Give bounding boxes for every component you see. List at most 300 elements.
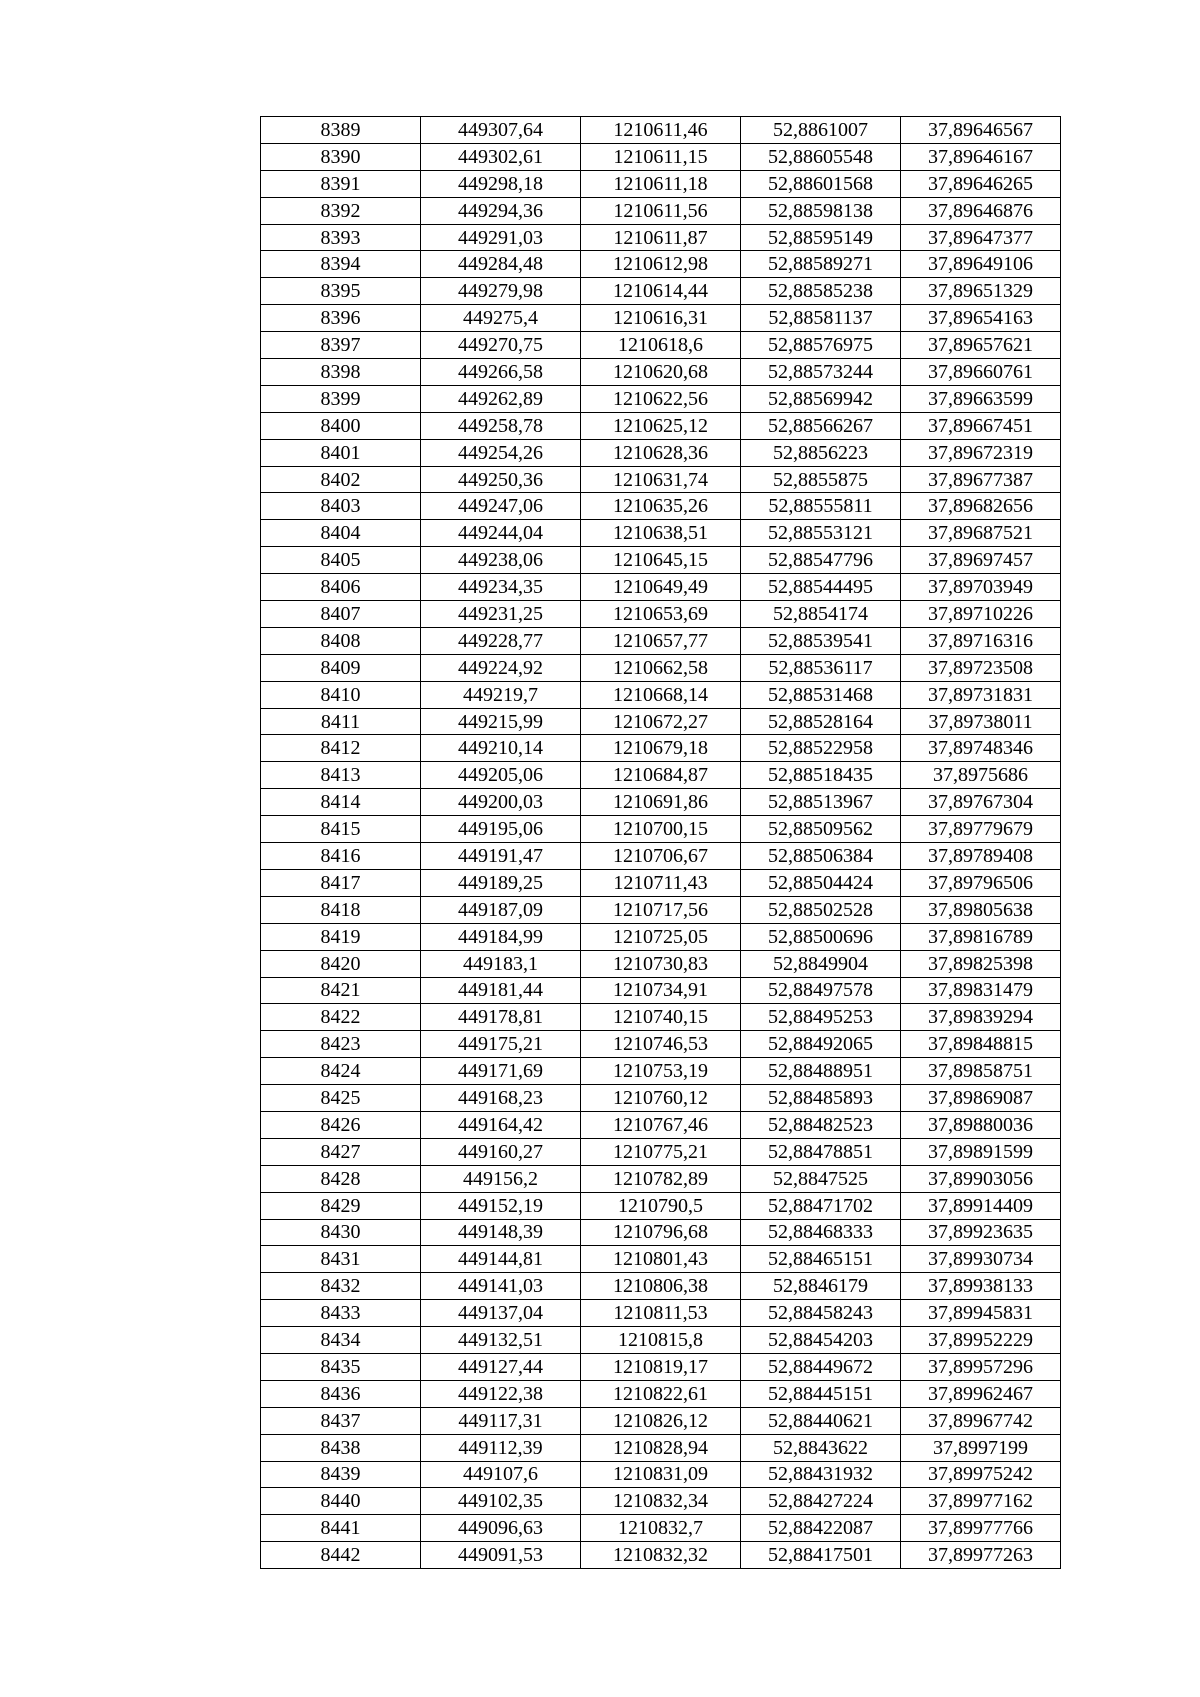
point-number-cell: 8434 [261, 1327, 421, 1354]
point-number-cell: 8396 [261, 305, 421, 332]
table-row [261, 1461, 1061, 1488]
longitude-cell: 37,89930734 [901, 1246, 1061, 1273]
table-row [261, 197, 1061, 224]
longitude-cell: 37,89651329 [901, 278, 1061, 305]
table-row [261, 1488, 1061, 1515]
latitude-cell: 52,88488951 [741, 1058, 901, 1085]
point-number-cell: 8394 [261, 251, 421, 278]
x-coordinate-cell: 449107,6 [421, 1461, 581, 1488]
x-coordinate-cell: 449275,4 [421, 305, 581, 332]
point-number-cell: 8399 [261, 385, 421, 412]
longitude-cell: 37,89957296 [901, 1353, 1061, 1380]
longitude-cell: 37,89831479 [901, 977, 1061, 1004]
table-row [261, 708, 1061, 735]
x-coordinate-cell: 449160,27 [421, 1138, 581, 1165]
table-row [261, 305, 1061, 332]
longitude-cell: 37,89660761 [901, 359, 1061, 386]
longitude-cell: 37,89738011 [901, 708, 1061, 735]
y-coordinate-cell: 1210725,05 [581, 923, 741, 950]
longitude-cell: 37,89748346 [901, 735, 1061, 762]
latitude-cell: 52,88569942 [741, 385, 901, 412]
latitude-cell: 52,8861007 [741, 117, 901, 144]
table-row [261, 923, 1061, 950]
x-coordinate-cell: 449228,77 [421, 627, 581, 654]
longitude-cell: 37,89789408 [901, 843, 1061, 870]
table-row [261, 789, 1061, 816]
latitude-cell: 52,88573244 [741, 359, 901, 386]
longitude-cell: 37,8975686 [901, 762, 1061, 789]
y-coordinate-cell: 1210815,8 [581, 1327, 741, 1354]
table-row [261, 627, 1061, 654]
latitude-cell: 52,88528164 [741, 708, 901, 735]
latitude-cell: 52,88431932 [741, 1461, 901, 1488]
latitude-cell: 52,88553121 [741, 520, 901, 547]
x-coordinate-cell: 449219,7 [421, 681, 581, 708]
latitude-cell: 52,88581137 [741, 305, 901, 332]
table-row [261, 332, 1061, 359]
table-row [261, 1058, 1061, 1085]
table-row [261, 735, 1061, 762]
latitude-cell: 52,88500696 [741, 923, 901, 950]
point-number-cell: 8414 [261, 789, 421, 816]
latitude-cell: 52,8843622 [741, 1434, 901, 1461]
point-number-cell: 8407 [261, 601, 421, 628]
y-coordinate-cell: 1210679,18 [581, 735, 741, 762]
latitude-cell: 52,88605548 [741, 143, 901, 170]
longitude-cell: 37,89646876 [901, 197, 1061, 224]
x-coordinate-cell: 449187,09 [421, 896, 581, 923]
y-coordinate-cell: 1210611,46 [581, 117, 741, 144]
longitude-cell: 37,89710226 [901, 601, 1061, 628]
point-number-cell: 8403 [261, 493, 421, 520]
y-coordinate-cell: 1210653,69 [581, 601, 741, 628]
table-row [261, 896, 1061, 923]
x-coordinate-cell: 449266,58 [421, 359, 581, 386]
y-coordinate-cell: 1210628,36 [581, 439, 741, 466]
y-coordinate-cell: 1210826,12 [581, 1407, 741, 1434]
point-number-cell: 8408 [261, 627, 421, 654]
table-row [261, 547, 1061, 574]
point-number-cell: 8442 [261, 1542, 421, 1569]
x-coordinate-cell: 449200,03 [421, 789, 581, 816]
longitude-cell: 37,89962467 [901, 1380, 1061, 1407]
y-coordinate-cell: 1210649,49 [581, 574, 741, 601]
longitude-cell: 37,89977766 [901, 1515, 1061, 1542]
x-coordinate-cell: 449294,36 [421, 197, 581, 224]
y-coordinate-cell: 1210711,43 [581, 869, 741, 896]
longitude-cell: 37,89682656 [901, 493, 1061, 520]
point-number-cell: 8395 [261, 278, 421, 305]
x-coordinate-cell: 449244,04 [421, 520, 581, 547]
latitude-cell: 52,88585238 [741, 278, 901, 305]
x-coordinate-cell: 449144,81 [421, 1246, 581, 1273]
y-coordinate-cell: 1210806,38 [581, 1273, 741, 1300]
table-row [261, 1273, 1061, 1300]
y-coordinate-cell: 1210801,43 [581, 1246, 741, 1273]
table-row [261, 412, 1061, 439]
latitude-cell: 52,88497578 [741, 977, 901, 1004]
table-row [261, 1542, 1061, 1569]
latitude-cell: 52,8847525 [741, 1165, 901, 1192]
latitude-cell: 52,88502528 [741, 896, 901, 923]
table-row [261, 843, 1061, 870]
table-row [261, 1434, 1061, 1461]
longitude-cell: 37,89703949 [901, 574, 1061, 601]
y-coordinate-cell: 1210717,56 [581, 896, 741, 923]
table-row [261, 1327, 1061, 1354]
table-row [261, 1004, 1061, 1031]
longitude-cell: 37,89848815 [901, 1031, 1061, 1058]
latitude-cell: 52,88544495 [741, 574, 901, 601]
table-row [261, 439, 1061, 466]
point-number-cell: 8439 [261, 1461, 421, 1488]
point-number-cell: 8410 [261, 681, 421, 708]
longitude-cell: 37,89952229 [901, 1327, 1061, 1354]
longitude-cell: 37,89663599 [901, 385, 1061, 412]
x-coordinate-cell: 449156,2 [421, 1165, 581, 1192]
x-coordinate-cell: 449112,39 [421, 1434, 581, 1461]
y-coordinate-cell: 1210614,44 [581, 278, 741, 305]
table-row [261, 1219, 1061, 1246]
longitude-cell: 37,89977263 [901, 1542, 1061, 1569]
y-coordinate-cell: 1210611,87 [581, 224, 741, 251]
x-coordinate-cell: 449298,18 [421, 170, 581, 197]
point-number-cell: 8437 [261, 1407, 421, 1434]
point-number-cell: 8413 [261, 762, 421, 789]
longitude-cell: 37,89967742 [901, 1407, 1061, 1434]
x-coordinate-cell: 449191,47 [421, 843, 581, 870]
longitude-cell: 37,89880036 [901, 1111, 1061, 1138]
longitude-cell: 37,89975242 [901, 1461, 1061, 1488]
latitude-cell: 52,88539541 [741, 627, 901, 654]
longitude-cell: 37,89779679 [901, 816, 1061, 843]
table-row [261, 950, 1061, 977]
point-number-cell: 8421 [261, 977, 421, 1004]
latitude-cell: 52,88598138 [741, 197, 901, 224]
latitude-cell: 52,88427224 [741, 1488, 901, 1515]
y-coordinate-cell: 1210790,5 [581, 1192, 741, 1219]
x-coordinate-cell: 449183,1 [421, 950, 581, 977]
y-coordinate-cell: 1210625,12 [581, 412, 741, 439]
point-number-cell: 8417 [261, 869, 421, 896]
table-row [261, 1085, 1061, 1112]
point-number-cell: 8441 [261, 1515, 421, 1542]
y-coordinate-cell: 1210631,74 [581, 466, 741, 493]
x-coordinate-cell: 449250,36 [421, 466, 581, 493]
point-number-cell: 8397 [261, 332, 421, 359]
latitude-cell: 52,88495253 [741, 1004, 901, 1031]
latitude-cell: 52,88509562 [741, 816, 901, 843]
x-coordinate-cell: 449178,81 [421, 1004, 581, 1031]
x-coordinate-cell: 449127,44 [421, 1353, 581, 1380]
y-coordinate-cell: 1210635,26 [581, 493, 741, 520]
latitude-cell: 52,8854174 [741, 601, 901, 628]
x-coordinate-cell: 449137,04 [421, 1300, 581, 1327]
table-row [261, 1138, 1061, 1165]
longitude-cell: 37,89977162 [901, 1488, 1061, 1515]
longitude-cell: 37,89716316 [901, 627, 1061, 654]
point-number-cell: 8409 [261, 654, 421, 681]
coordinates-table [260, 116, 1061, 1569]
longitude-cell: 37,89767304 [901, 789, 1061, 816]
point-number-cell: 8398 [261, 359, 421, 386]
table-row [261, 1246, 1061, 1273]
point-number-cell: 8438 [261, 1434, 421, 1461]
point-number-cell: 8431 [261, 1246, 421, 1273]
y-coordinate-cell: 1210638,51 [581, 520, 741, 547]
x-coordinate-cell: 449102,35 [421, 1488, 581, 1515]
latitude-cell: 52,88465151 [741, 1246, 901, 1273]
point-number-cell: 8420 [261, 950, 421, 977]
latitude-cell: 52,88547796 [741, 547, 901, 574]
longitude-cell: 37,89858751 [901, 1058, 1061, 1085]
table-row [261, 278, 1061, 305]
longitude-cell: 37,89687521 [901, 520, 1061, 547]
latitude-cell: 52,88449672 [741, 1353, 901, 1380]
latitude-cell: 52,88504424 [741, 869, 901, 896]
latitude-cell: 52,88492065 [741, 1031, 901, 1058]
longitude-cell: 37,89667451 [901, 412, 1061, 439]
longitude-cell: 37,89891599 [901, 1138, 1061, 1165]
y-coordinate-cell: 1210684,87 [581, 762, 741, 789]
point-number-cell: 8390 [261, 143, 421, 170]
x-coordinate-cell: 449171,69 [421, 1058, 581, 1085]
point-number-cell: 8427 [261, 1138, 421, 1165]
y-coordinate-cell: 1210740,15 [581, 1004, 741, 1031]
table-row [261, 1192, 1061, 1219]
latitude-cell: 52,8856223 [741, 439, 901, 466]
x-coordinate-cell: 449148,39 [421, 1219, 581, 1246]
point-number-cell: 8401 [261, 439, 421, 466]
y-coordinate-cell: 1210657,77 [581, 627, 741, 654]
y-coordinate-cell: 1210832,7 [581, 1515, 741, 1542]
point-number-cell: 8429 [261, 1192, 421, 1219]
y-coordinate-cell: 1210622,56 [581, 385, 741, 412]
point-number-cell: 8424 [261, 1058, 421, 1085]
point-number-cell: 8391 [261, 170, 421, 197]
y-coordinate-cell: 1210611,15 [581, 143, 741, 170]
x-coordinate-cell: 449184,99 [421, 923, 581, 950]
latitude-cell: 52,88417501 [741, 1542, 901, 1569]
y-coordinate-cell: 1210611,56 [581, 197, 741, 224]
y-coordinate-cell: 1210668,14 [581, 681, 741, 708]
point-number-cell: 8430 [261, 1219, 421, 1246]
latitude-cell: 52,88506384 [741, 843, 901, 870]
latitude-cell: 52,88458243 [741, 1300, 901, 1327]
latitude-cell: 52,88595149 [741, 224, 901, 251]
longitude-cell: 37,89923635 [901, 1219, 1061, 1246]
table-row [261, 251, 1061, 278]
latitude-cell: 52,88482523 [741, 1111, 901, 1138]
table-row [261, 224, 1061, 251]
longitude-cell: 37,89654163 [901, 305, 1061, 332]
longitude-cell: 37,89869087 [901, 1085, 1061, 1112]
y-coordinate-cell: 1210775,21 [581, 1138, 741, 1165]
x-coordinate-cell: 449132,51 [421, 1327, 581, 1354]
longitude-cell: 37,89657621 [901, 332, 1061, 359]
point-number-cell: 8392 [261, 197, 421, 224]
point-number-cell: 8428 [261, 1165, 421, 1192]
table-row [261, 385, 1061, 412]
coordinates-table-body [261, 117, 1061, 1569]
y-coordinate-cell: 1210831,09 [581, 1461, 741, 1488]
table-row [261, 654, 1061, 681]
x-coordinate-cell: 449195,06 [421, 816, 581, 843]
latitude-cell: 52,88518435 [741, 762, 901, 789]
longitude-cell: 37,89723508 [901, 654, 1061, 681]
x-coordinate-cell: 449091,53 [421, 1542, 581, 1569]
latitude-cell: 52,88445151 [741, 1380, 901, 1407]
longitude-cell: 37,89697457 [901, 547, 1061, 574]
y-coordinate-cell: 1210767,46 [581, 1111, 741, 1138]
y-coordinate-cell: 1210782,89 [581, 1165, 741, 1192]
table-row [261, 520, 1061, 547]
point-number-cell: 8435 [261, 1353, 421, 1380]
x-coordinate-cell: 449262,89 [421, 385, 581, 412]
y-coordinate-cell: 1210760,12 [581, 1085, 741, 1112]
x-coordinate-cell: 449122,38 [421, 1380, 581, 1407]
y-coordinate-cell: 1210706,67 [581, 843, 741, 870]
longitude-cell: 37,89805638 [901, 896, 1061, 923]
x-coordinate-cell: 449258,78 [421, 412, 581, 439]
longitude-cell: 37,89816789 [901, 923, 1061, 950]
point-number-cell: 8412 [261, 735, 421, 762]
point-number-cell: 8389 [261, 117, 421, 144]
longitude-cell: 37,8997199 [901, 1434, 1061, 1461]
table-row [261, 466, 1061, 493]
longitude-cell: 37,89839294 [901, 1004, 1061, 1031]
point-number-cell: 8422 [261, 1004, 421, 1031]
table-row [261, 574, 1061, 601]
longitude-cell: 37,89796506 [901, 869, 1061, 896]
longitude-cell: 37,89647377 [901, 224, 1061, 251]
x-coordinate-cell: 449231,25 [421, 601, 581, 628]
x-coordinate-cell: 449224,92 [421, 654, 581, 681]
table-row [261, 977, 1061, 1004]
table-row [261, 869, 1061, 896]
longitude-cell: 37,89731831 [901, 681, 1061, 708]
x-coordinate-cell: 449152,19 [421, 1192, 581, 1219]
latitude-cell: 52,88513967 [741, 789, 901, 816]
y-coordinate-cell: 1210822,61 [581, 1380, 741, 1407]
latitude-cell: 52,88478851 [741, 1138, 901, 1165]
table-row [261, 1165, 1061, 1192]
table-row [261, 1380, 1061, 1407]
point-number-cell: 8402 [261, 466, 421, 493]
latitude-cell: 52,88485893 [741, 1085, 901, 1112]
x-coordinate-cell: 449254,26 [421, 439, 581, 466]
point-number-cell: 8440 [261, 1488, 421, 1515]
point-number-cell: 8411 [261, 708, 421, 735]
point-number-cell: 8423 [261, 1031, 421, 1058]
y-coordinate-cell: 1210662,58 [581, 654, 741, 681]
y-coordinate-cell: 1210811,53 [581, 1300, 741, 1327]
table-row [261, 762, 1061, 789]
table-row [261, 117, 1061, 144]
latitude-cell: 52,88422087 [741, 1515, 901, 1542]
latitude-cell: 52,88454203 [741, 1327, 901, 1354]
x-coordinate-cell: 449181,44 [421, 977, 581, 1004]
latitude-cell: 52,88589271 [741, 251, 901, 278]
x-coordinate-cell: 449117,31 [421, 1407, 581, 1434]
y-coordinate-cell: 1210753,19 [581, 1058, 741, 1085]
y-coordinate-cell: 1210616,31 [581, 305, 741, 332]
latitude-cell: 52,88536117 [741, 654, 901, 681]
table-row [261, 170, 1061, 197]
x-coordinate-cell: 449247,06 [421, 493, 581, 520]
point-number-cell: 8405 [261, 547, 421, 574]
table-row [261, 1031, 1061, 1058]
point-number-cell: 8416 [261, 843, 421, 870]
point-number-cell: 8436 [261, 1380, 421, 1407]
x-coordinate-cell: 449291,03 [421, 224, 581, 251]
x-coordinate-cell: 449270,75 [421, 332, 581, 359]
point-number-cell: 8433 [261, 1300, 421, 1327]
table-row [261, 1515, 1061, 1542]
x-coordinate-cell: 449284,48 [421, 251, 581, 278]
latitude-cell: 52,88601568 [741, 170, 901, 197]
longitude-cell: 37,89646567 [901, 117, 1061, 144]
point-number-cell: 8393 [261, 224, 421, 251]
longitude-cell: 37,89945831 [901, 1300, 1061, 1327]
latitude-cell: 52,8855875 [741, 466, 901, 493]
y-coordinate-cell: 1210796,68 [581, 1219, 741, 1246]
table-row [261, 816, 1061, 843]
latitude-cell: 52,8849904 [741, 950, 901, 977]
table-row [261, 1407, 1061, 1434]
latitude-cell: 52,88440621 [741, 1407, 901, 1434]
table-row [261, 681, 1061, 708]
longitude-cell: 37,89677387 [901, 466, 1061, 493]
longitude-cell: 37,89646167 [901, 143, 1061, 170]
table-row [261, 493, 1061, 520]
point-number-cell: 8418 [261, 896, 421, 923]
point-number-cell: 8425 [261, 1085, 421, 1112]
table-row [261, 1353, 1061, 1380]
latitude-cell: 52,88566267 [741, 412, 901, 439]
y-coordinate-cell: 1210832,34 [581, 1488, 741, 1515]
longitude-cell: 37,89646265 [901, 170, 1061, 197]
y-coordinate-cell: 1210746,53 [581, 1031, 741, 1058]
table-row [261, 601, 1061, 628]
longitude-cell: 37,89672319 [901, 439, 1061, 466]
x-coordinate-cell: 449189,25 [421, 869, 581, 896]
table-row [261, 1111, 1061, 1138]
x-coordinate-cell: 449164,42 [421, 1111, 581, 1138]
latitude-cell: 52,8846179 [741, 1273, 901, 1300]
table-row [261, 1300, 1061, 1327]
longitude-cell: 37,89914409 [901, 1192, 1061, 1219]
x-coordinate-cell: 449141,03 [421, 1273, 581, 1300]
point-number-cell: 8432 [261, 1273, 421, 1300]
y-coordinate-cell: 1210734,91 [581, 977, 741, 1004]
y-coordinate-cell: 1210620,68 [581, 359, 741, 386]
x-coordinate-cell: 449307,64 [421, 117, 581, 144]
y-coordinate-cell: 1210691,86 [581, 789, 741, 816]
y-coordinate-cell: 1210700,15 [581, 816, 741, 843]
y-coordinate-cell: 1210730,83 [581, 950, 741, 977]
x-coordinate-cell: 449205,06 [421, 762, 581, 789]
x-coordinate-cell: 449238,06 [421, 547, 581, 574]
y-coordinate-cell: 1210645,15 [581, 547, 741, 574]
y-coordinate-cell: 1210611,18 [581, 170, 741, 197]
x-coordinate-cell: 449210,14 [421, 735, 581, 762]
x-coordinate-cell: 449215,99 [421, 708, 581, 735]
y-coordinate-cell: 1210828,94 [581, 1434, 741, 1461]
y-coordinate-cell: 1210832,32 [581, 1542, 741, 1569]
x-coordinate-cell: 449302,61 [421, 143, 581, 170]
latitude-cell: 52,88576975 [741, 332, 901, 359]
